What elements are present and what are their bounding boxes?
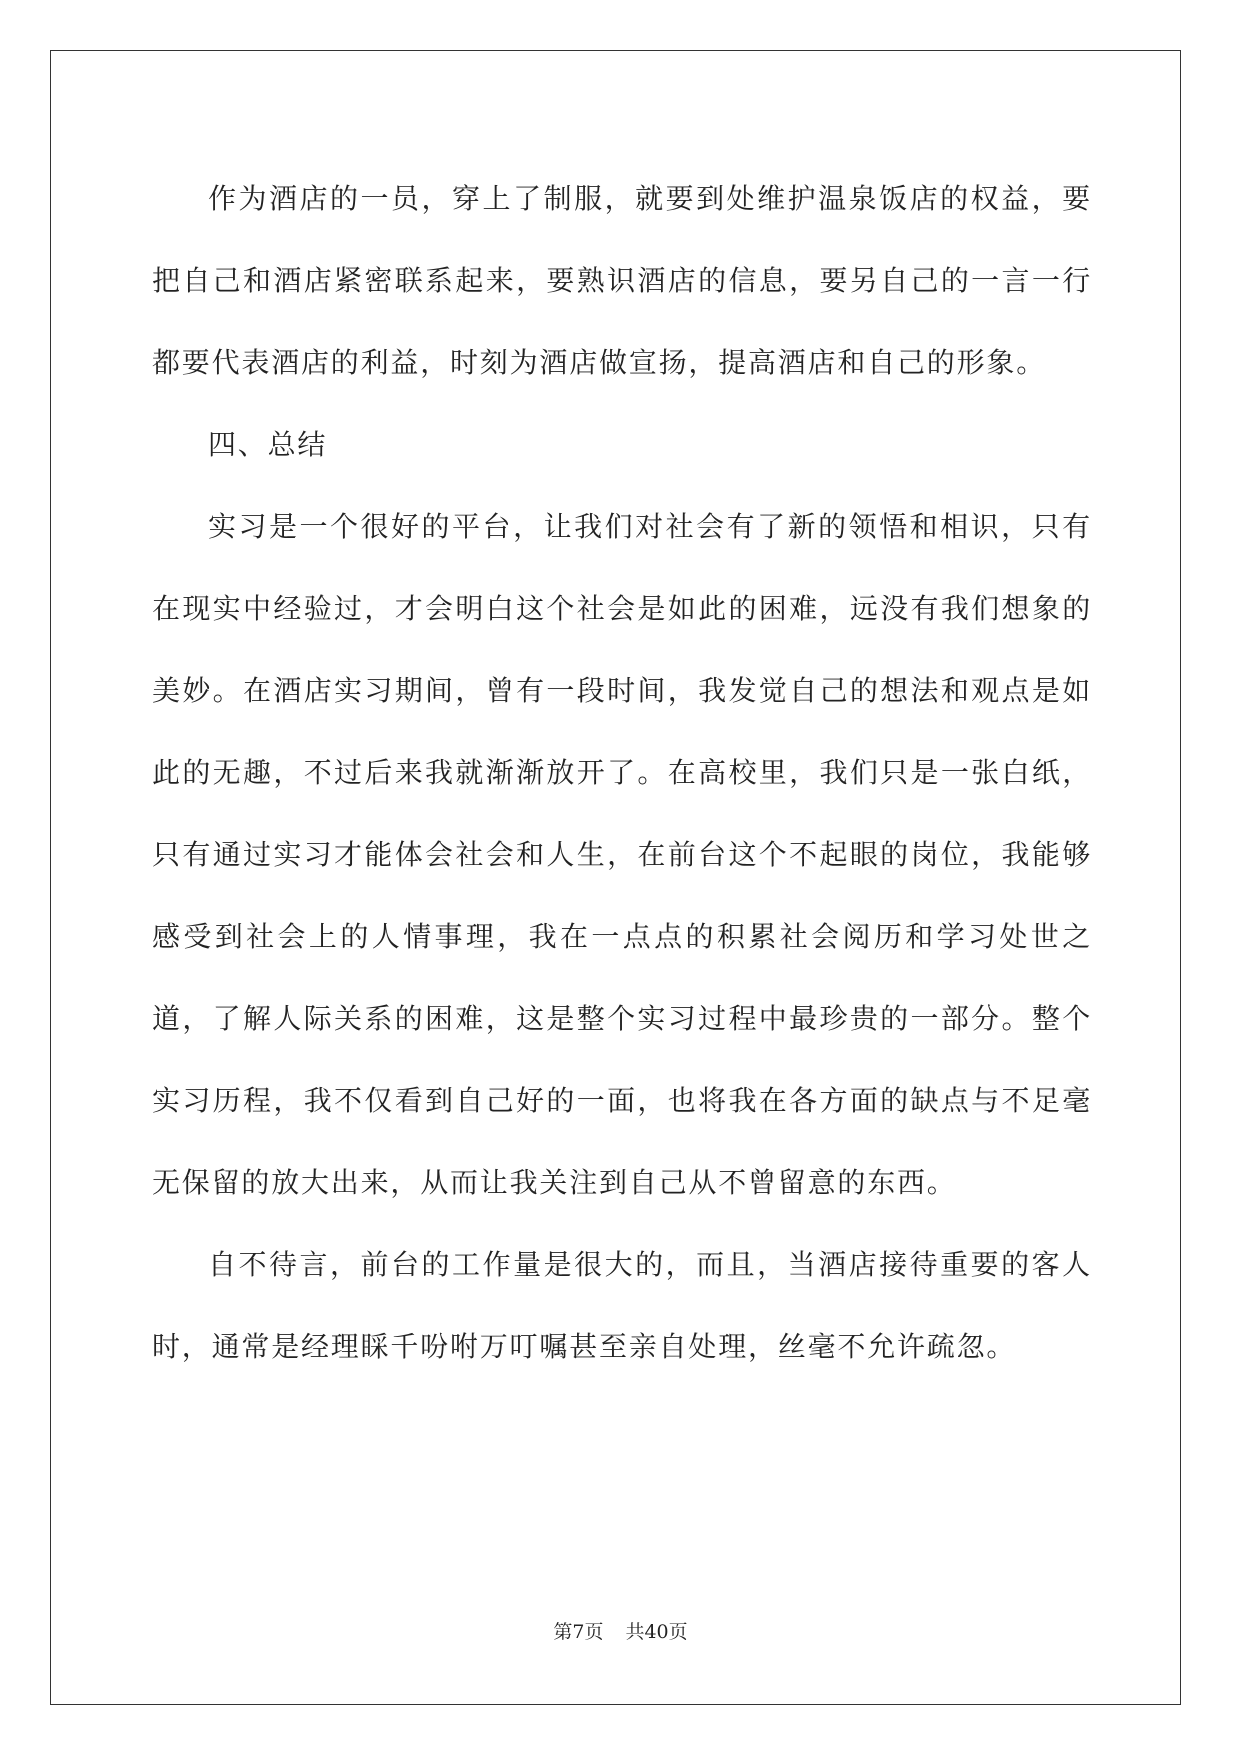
page-number: 第7页 <box>553 1621 604 1643</box>
section-heading: 四、总结 <box>208 428 328 461</box>
paragraph: 自不待言，前台的工作量是很大的，而且，当酒店接待重要的客人时，通常是经理睬千吩咐万叮嘱甚至亲自处理，丝毫不允许疏忽。 <box>152 1248 1092 1363</box>
paragraph: 作为酒店的一员，穿上了制服，就要到处维护温泉饭店的权益，要把自己和酒店紧密联系起来，要熟识酒店的信息，要另自己的一言一行都要代表酒店的利益，时刻为酒店做宣扬，提高酒店和自己的形象。 <box>152 182 1092 379</box>
document-body <box>152 158 1092 1388</box>
paragraph: 实习是一个很好的平台，让我们对社会有了新的领悟和相识，只有在现实中经验过，才会明白这个社会是如此的困难，远没有我们想象的美妙。在酒店实习期间，曾有一段时间，我发觉自己的想法和观点是如此的无趣，不过后来我就渐渐放开了。在高校里，我们只是一张白纸，只有通过实习才能体会社会和人生，在前台这个不起眼的岗位，我能够感受到社会上的人情事理，我在一点点的积累社会阅历和学习处世之道，了解人际关系的困难，这是整个实习过程中最珍贵的一部分。整个实习历程，我不仅看到自己好的一面，也将我在各方面的缺点与不足毫无保留的放大出来，从而让我关注到自己从不曾留意的东西。 <box>152 510 1092 1199</box>
page-footer <box>0 1617 1241 1644</box>
page-total: 共40页 <box>625 1621 688 1643</box>
